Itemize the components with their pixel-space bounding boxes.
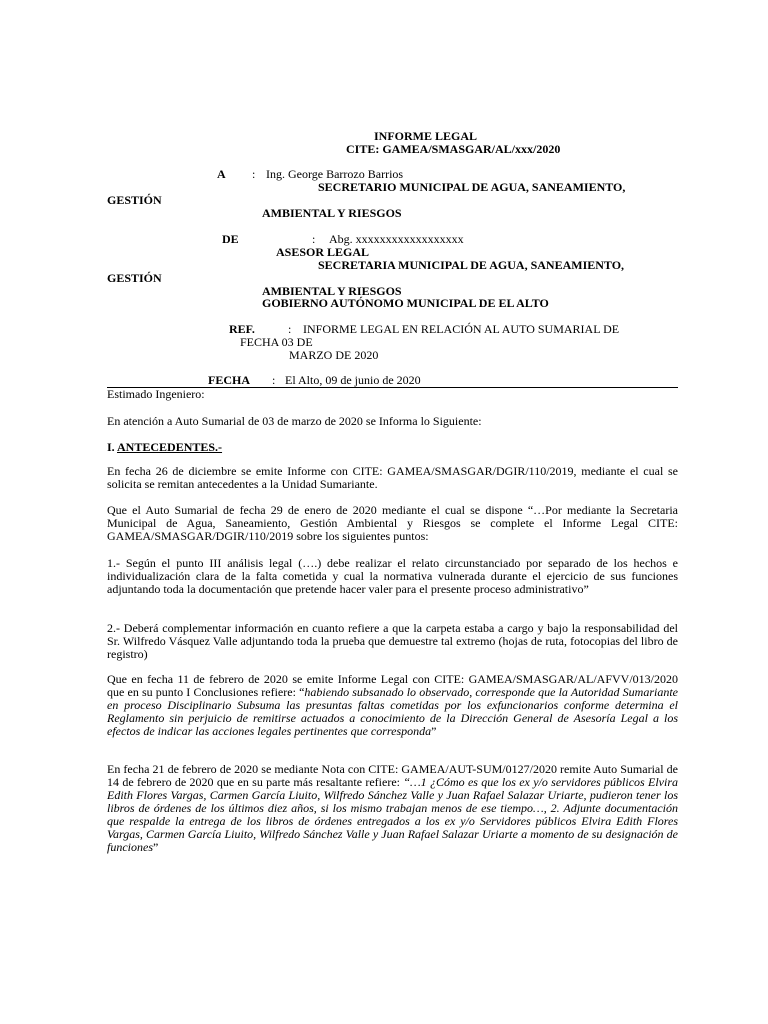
to-position-gestion: GESTIÓN <box>107 193 162 207</box>
to-position-line2: AMBIENTAL Y RIESGOS <box>262 206 402 220</box>
ref-label: REF. <box>229 322 255 336</box>
section-heading <box>107 441 222 454</box>
intro-line: En atención a Auto Sumarial de 03 de marzo de 2020 se Informa lo Siguiente: <box>107 414 482 428</box>
paragraph-6 <box>107 763 678 854</box>
paragraph-5-text: Que en fecha 11 de febrero de 2020 se emite Informe Legal con CITE: GAMEA/SMASGAR/AL/AFVV/013/2020 que en su punto I Conclusiones refiere: “ <box>107 672 678 699</box>
greeting: Estimado Ingeniero: <box>107 387 205 401</box>
paragraph-5-close: ” <box>431 724 437 738</box>
paragraph-5 <box>107 673 678 738</box>
from-colon: : <box>312 232 316 246</box>
paragraph-6-quote: “…1 ¿Cómo es que los ex y/o servidores públicos Elvira Edith Flores Vargas, Carmen García Liuito, Wilfredo Sánchez Valle y Juan Rafael Salazar Uriarte, pudieron tener los libros de órdenes de los últimos diez años, si los mismo trabajan menos de ese tiempo…, 2. Adjunte documentación que respalde la entrega de los libros de órdenes entregados a los ex y/o Servidores públicos Elvira Edith Flores Vargas, Carmen García Liuito, Wilfredo Sánchez Valle y Juan Rafael Salazar Uriarte a momento de su designación de funciones <box>107 775 678 854</box>
document-cite: CITE: GAMEA/SMASGAR/AL/xxx/2020 <box>346 142 561 156</box>
to-colon: : <box>252 167 256 181</box>
paragraph-5-quote: habiendo subsanado lo observado, corresponde que la Autoridad Sumariante en proceso Disciplinario Subsuma las presuntas faltas cometidas por los exfuncionarios conforme determina el Reglamento sin perjuicio de remitirse actuados a conocimiento de la Dirección General de Asesoría Legal a los efectos de indicar las acciones legales pertinentes que corresponda <box>107 685 679 738</box>
from-position-gestion: GESTIÓN <box>107 271 162 285</box>
to-position-line1: SECRETARIO MUNICIPAL DE AGUA, SANEAMIENTO, <box>318 180 626 194</box>
paragraph-1: En fecha 26 de diciembre se emite Informe con CITE: GAMEA/SMASGAR/DGIR/110/2019, mediante el cual se solicita se remitan antecedentes a la Unidad Sumariante. <box>107 464 678 491</box>
date-value: El Alto, 09 de junio de 2020 <box>285 373 421 387</box>
ref-line1: INFORME LEGAL EN RELACIÓN AL AUTO SUMARIAL DE <box>303 322 620 336</box>
ref-line2: FECHA 03 DE <box>240 335 313 349</box>
ref-colon: : <box>288 322 292 336</box>
paragraph-3: 1.- Según el punto III análisis legal (….) debe realizar el relato circunstanciado por separado de los hechos e individualización clara de la falta cometida y cual la normativa vulnerada durante el ejercicio de sus funciones adjuntando toda la documentación que pretende hacer valer para el presente proceso administrativo” <box>107 556 678 596</box>
paragraph-6-text: En fecha 21 de febrero de 2020 se mediante Nota con CITE: GAMEA/AUT-SUM/0127/2020 remite Auto Sumarial de 14 de febrero de 2020 que en su parte más resaltante refiere: <box>107 762 678 789</box>
paragraph-4: 2.- Deberá complementar información en cuanto refiere a que la carpeta estaba a cargo y bajo la responsabilidad del Sr. Wilfredo Vásquez Valle adjuntando toda la prueba que demuestre tal extremo (hojas de ruta, fotocopias del libro de registro) <box>107 621 678 661</box>
to-name: Ing. George Barrozo Barrios <box>266 167 404 181</box>
section-title: ANTECEDENTES.- <box>117 440 223 454</box>
from-position-line1: SECRETARIA MUNICIPAL DE AGUA, SANEAMIENTO, <box>318 258 625 272</box>
date-label: FECHA <box>208 373 250 387</box>
document-title: INFORME LEGAL <box>374 129 478 143</box>
from-institution: GOBIERNO AUTÓNOMO MUNICIPAL DE EL ALTO <box>262 296 549 310</box>
from-label: DE <box>222 232 239 246</box>
section-number: I. <box>107 440 118 454</box>
ref-line3: MARZO DE 2020 <box>289 348 379 362</box>
date-colon: : <box>272 373 276 387</box>
to-label: A <box>217 167 226 181</box>
from-role: ASESOR LEGAL <box>276 245 370 259</box>
paragraph-2: Que el Auto Sumarial de fecha 29 de enero de 2020 mediante el cual se dispone “…Por mediante la Secretaria Municipal de Agua, Saneamiento, Gestión Ambiental y Riesgos se complete el Informe Legal CITE: GAMEA/SMASGAR/DGIR/110/2019 sobre los siguientes puntos: <box>107 503 678 543</box>
paragraph-6-close: ” <box>153 840 159 854</box>
from-name: Abg. xxxxxxxxxxxxxxxxxx <box>329 232 464 246</box>
from-position-line2: AMBIENTAL Y RIESGOS <box>262 284 402 298</box>
